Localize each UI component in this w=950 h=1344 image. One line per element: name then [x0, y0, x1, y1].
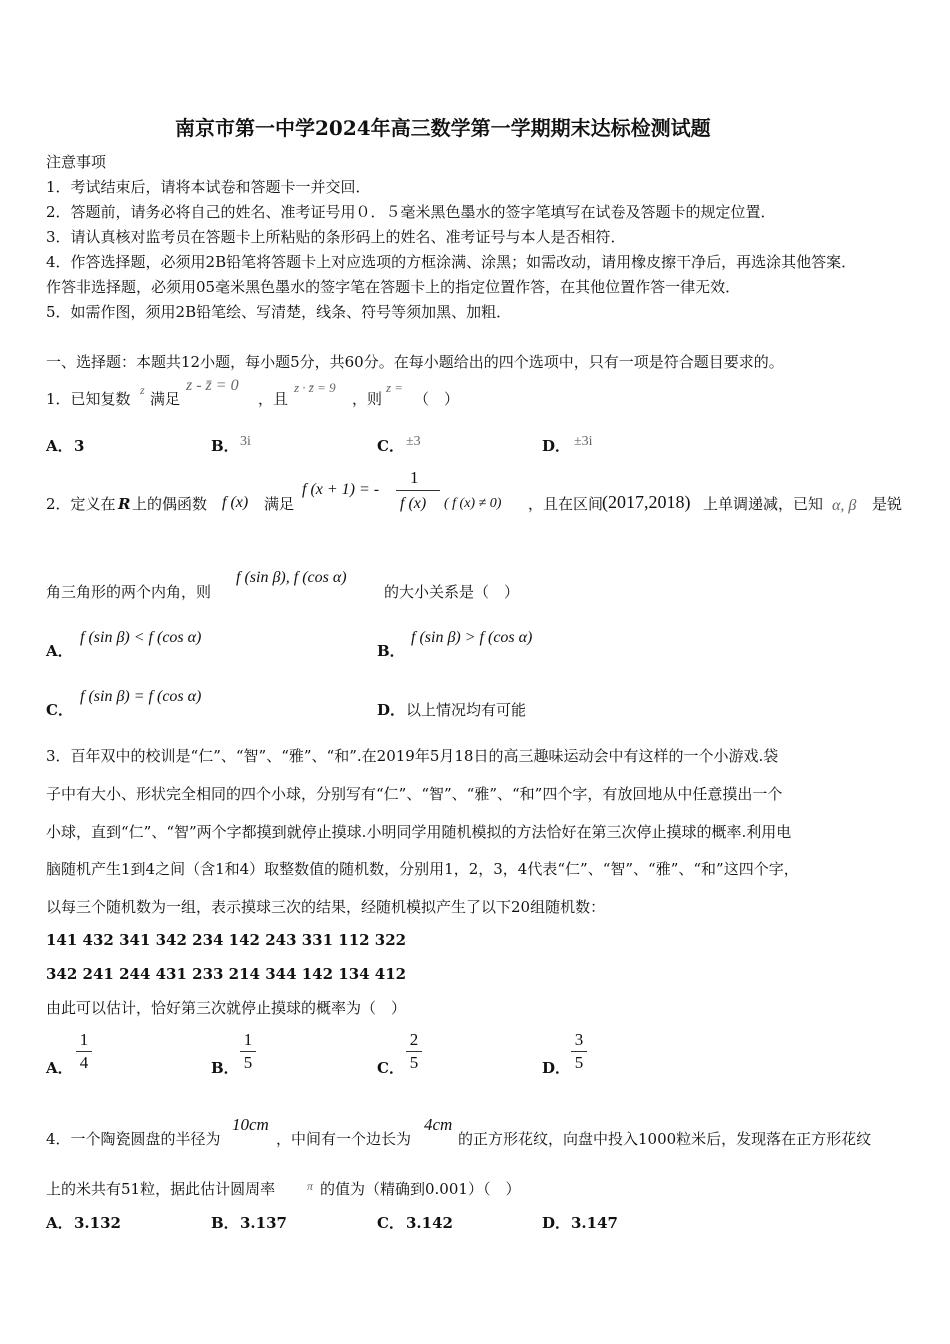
page-title: 南京市第一中学2024年高三数学第一学期期末达标检测试题: [175, 116, 711, 140]
q4-side: 4cm: [424, 1115, 453, 1134]
q1-var-z: z: [140, 383, 145, 397]
q3-text-line: 子中有大小、形状完全相同的四个小球，分别写有“仁”、“智”、“雅”、“和”四个字，有放回地从中任意摸出一个: [46, 785, 783, 803]
q4-option-d-label[interactable]: D．: [542, 1214, 571, 1232]
q2-compare-pair: f (sin β), f (cos α): [236, 569, 347, 586]
q4-option-d[interactable]: 3.147: [571, 1214, 618, 1232]
q2-text: 角三角形的两个内角，则: [46, 583, 212, 601]
notes-heading: 注意事项: [46, 153, 107, 171]
q2-set-r: R: [118, 495, 131, 513]
q3-option-a-label[interactable]: A．: [46, 1059, 73, 1077]
q4-text: ，中间有一个边长为: [276, 1130, 412, 1148]
note-item: 5．如需作图，须用2B铅笔绘、写清楚，线条、符号等须加黑、加粗．: [46, 303, 512, 321]
q3-option-d[interactable]: $\frac{3}{5}$: [571, 1030, 587, 1073]
q1-option-c[interactable]: ±3: [406, 434, 421, 449]
note-item: 4．作答选择题，必须用2B铅笔将答题卡上对应选项的方框涂满、涂黑；如需改动，请用橡皮擦干净后，再选涂其他答案．: [46, 253, 857, 271]
q2-text: 是锐: [872, 495, 903, 513]
q2-text: ，且在区间: [528, 495, 604, 513]
q1-text: 满足: [150, 390, 181, 408]
q2-option-c-label[interactable]: C．: [46, 701, 73, 719]
q4-text: 的值为（精确到0.001）（ ）: [320, 1180, 521, 1198]
q3-random-numbers-row: 141 432 341 342 234 142 243 331 112 322: [46, 931, 407, 949]
q1-option-b-label[interactable]: B．: [211, 437, 239, 455]
note-item: 作答非选择题，必须用05毫米黑色墨水的签字笔在答题卡上的指定位置作答，在其他位置作答一律无效．: [46, 278, 741, 296]
q3-option-c-label[interactable]: C．: [377, 1059, 404, 1077]
q2-option-d[interactable]: 以上情况均有可能: [406, 701, 527, 719]
q1-text: 1．已知复数: [46, 390, 131, 408]
q2-text: 2．定义在: [46, 495, 116, 513]
q3-text-line: 以每三个随机数为一组，表示摸球三次的结果，经随机模拟产生了以下20组随机数：: [46, 898, 606, 916]
q1-text: ，且: [258, 390, 289, 408]
q2-equation-lhs: f (x + 1) = -: [302, 481, 380, 498]
q2-fraction-numerator: 1: [410, 468, 419, 487]
note-item: 1．考试结束后，请将本试卷和答题卡一并交回．: [46, 178, 371, 196]
section-heading: 一、选择题：本题共12小题，每小题5分，共60分。在每小题给出的四个选项中，只有一项是符合题目要求的。: [46, 353, 784, 371]
q3-random-numbers-row: 342 241 244 431 233 214 344 142 134 412: [46, 965, 407, 983]
q1-option-a[interactable]: 3: [74, 437, 85, 455]
q2-option-d-label[interactable]: D．: [377, 701, 406, 719]
q4-option-b-label[interactable]: B．: [211, 1214, 239, 1232]
q2-option-a[interactable]: f (sin β) < f (cos α): [80, 629, 202, 646]
q4-radius: 10cm: [232, 1115, 269, 1134]
q1-answer-paren: （ ）: [414, 390, 460, 408]
q4-option-c[interactable]: 3.142: [406, 1214, 453, 1232]
q3-option-b-label[interactable]: B．: [211, 1059, 239, 1077]
q1-text: ，则: [352, 390, 383, 408]
q2-condition: ( f (x) ≠ 0): [444, 496, 502, 511]
q2-option-b-label[interactable]: B．: [377, 642, 405, 660]
q1-option-d-label[interactable]: D．: [542, 437, 571, 455]
q4-pi: π: [307, 1179, 314, 1193]
q2-fraction-bar: [396, 490, 440, 491]
q3-text-line: 由此可以估计，恰好第三次就停止摸球的概率为（ ）: [46, 999, 407, 1017]
q2-option-a-label[interactable]: A．: [46, 642, 73, 660]
q1-condition-1: z - z̄ = 0: [186, 377, 239, 394]
q1-condition-2: z · z̄ = 9: [294, 380, 336, 395]
q2-angles: α, β: [832, 497, 857, 514]
q2-function-f: f (x): [222, 494, 249, 511]
q3-option-c[interactable]: $\frac{2}{5}$: [406, 1030, 422, 1073]
q2-option-c[interactable]: f (sin β) = f (cos α): [80, 688, 202, 705]
q1-z-equals: z =: [386, 380, 404, 395]
q2-text: 满足: [264, 495, 295, 513]
q4-text: 4．一个陶瓷圆盘的半径为: [46, 1130, 221, 1148]
q1-option-a-label[interactable]: A．: [46, 437, 73, 455]
q2-interval: (2017,2018): [602, 492, 691, 512]
q3-text-line: 3．百年双中的校训是“仁”、“智”、“雅”、“和”.在2019年5月18日的高三趣味运动会中有这样的一个小游戏.袋: [46, 747, 779, 765]
q2-text: 上单调递减，已知: [703, 495, 824, 513]
q3-option-b[interactable]: $\frac{1}{5}$: [240, 1030, 256, 1073]
q2-text: 上的偶函数: [132, 495, 208, 513]
q3-option-d-label[interactable]: D．: [542, 1059, 571, 1077]
q2-option-b[interactable]: f (sin β) > f (cos α): [411, 629, 533, 646]
q4-text: 的正方形花纹，向盘中投入1000粒米后，发现落在正方形花纹: [458, 1130, 872, 1148]
q1-option-b[interactable]: 3i: [240, 434, 251, 449]
q1-option-c-label[interactable]: C．: [377, 437, 404, 455]
q3-text-line: 小球，直到“仁”、“智”两个字都摸到就停止摸球.小明同学用随机模拟的方法恰好在第三次停止摸球的概率.利用电: [46, 823, 792, 841]
note-item: 3．请认真核对监考员在答题卡上所粘贴的条形码上的姓名、准考证号与本人是否相符．: [46, 228, 626, 246]
note-item: 2．答题前，请务必将自己的姓名、准考证号用０．５毫米黑色墨水的签字笔填写在试卷及答题卡的规定位置．: [46, 203, 776, 221]
q4-option-a-label[interactable]: A．: [46, 1214, 73, 1232]
q1-option-d[interactable]: ±3i: [574, 434, 593, 449]
q3-text-line: 脑随机产生1到4之间（含1和4）取整数值的随机数，分别用1，2，3，4代表“仁”、“智”、“雅”、“和”这四个字，: [46, 860, 799, 878]
q2-text: 的大小关系是（ ）: [384, 583, 520, 601]
q4-option-b[interactable]: 3.137: [240, 1214, 287, 1232]
q4-option-c-label[interactable]: C．: [377, 1214, 404, 1232]
q4-option-a[interactable]: 3.132: [74, 1214, 121, 1232]
q2-fraction-denominator: f (x): [400, 495, 427, 512]
q4-text: 上的米共有51粒，据此估计圆周率: [46, 1180, 276, 1198]
q3-option-a[interactable]: $\frac{1}{4}$: [76, 1030, 92, 1073]
